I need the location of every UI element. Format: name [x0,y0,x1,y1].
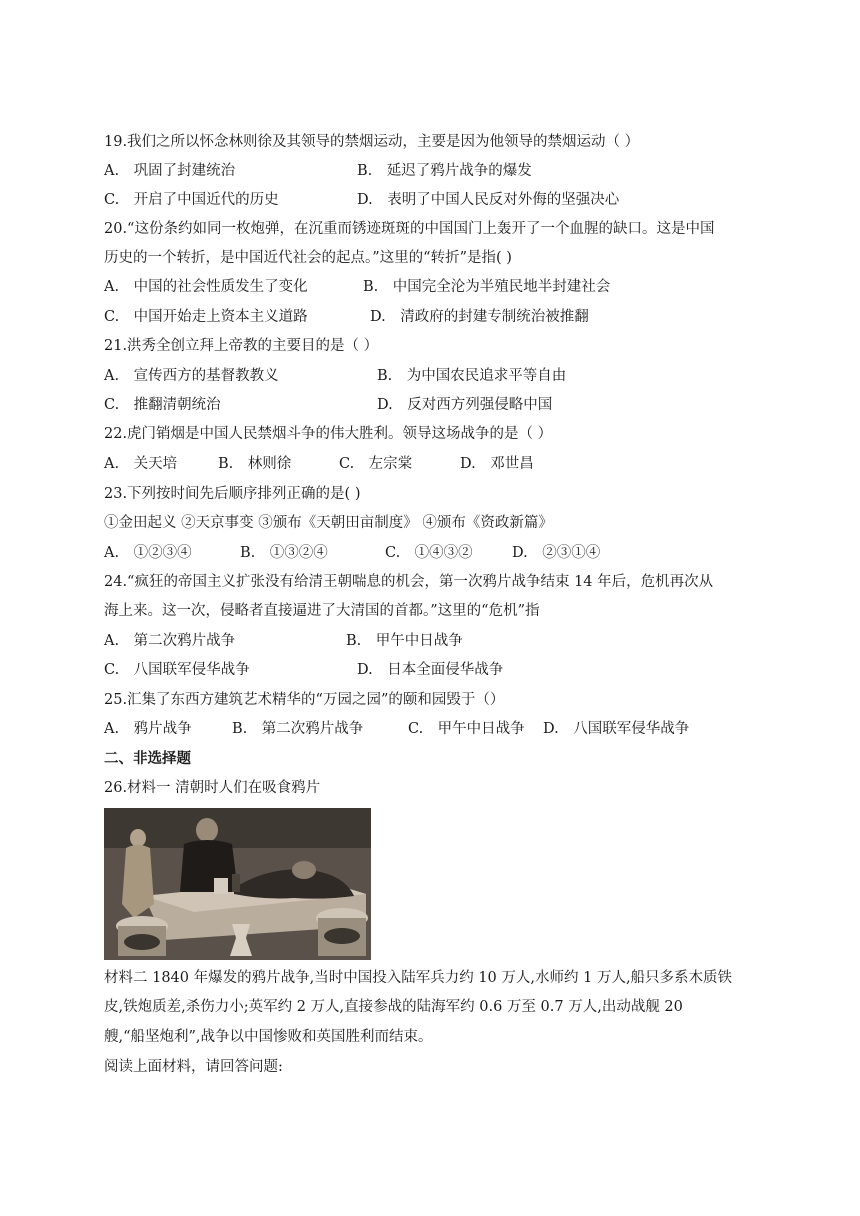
question-19-option-b: B. 延迟了鸦片战争的爆发 [357,163,532,179]
question-20-stem-line1: 20.“这份条约如同一枚炮弹，在沉重而锈迹斑斑的中国国门上轰开了一个血腥的缺口。这是中国 [104,221,715,237]
question-24-option-a: A. 第二次鸦片战争 [104,633,236,649]
question-26-material-1: 26.材料一 清朝时人们在吸食鸦片 [104,780,321,796]
question-26-material-2-line2: 皮,铁炮质差,杀伤力小;英军约 2 万人,直接参战的陆海军约 0.6 万至 0.7 万人,出动战舰 20 [104,999,683,1015]
question-21-stem: 21.洪秀全创立拜上帝教的主要目的是（ ） [104,338,379,354]
question-21-option-c: C. 推翻清朝统治 [104,397,221,413]
question-24-option-b: B. 甲午中日战争 [346,633,463,649]
question-23-stem: 23.下列按时间先后顺序排列正确的是( ) [104,486,361,502]
question-19-option-d: D. 表明了中国人民反对外侮的坚强决心 [357,192,620,208]
question-20-option-b: B. 中国完全沦为半殖民地半封建社会 [363,279,611,295]
question-19-option-c: C. 开启了中国近代的历史 [104,192,279,208]
question-20-option-d: D. 清政府的封建专制统治被推翻 [370,309,589,325]
question-25-option-a: A. 鸦片战争 [104,721,192,737]
question-23-option-c: C. ①④③② [385,545,473,561]
question-19-option-a: A. 巩固了封建统治 [104,163,236,179]
question-20-option-c: C. 中国开始走上资本主义道路 [104,309,308,325]
question-22-option-b: B. 林则徐 [218,456,292,472]
question-26-instruction: 阅读上面材料，请回答问题: [104,1059,283,1075]
question-22-option-a: A. 关天培 [104,456,178,472]
question-25-option-d: D. 八国联军侵华战争 [543,721,690,737]
question-22-option-d: D. 邓世昌 [460,456,534,472]
question-24-stem-line2: 海上来。这一次，侵略者直接逼进了大清国的首都。”这里的“危机”指 [104,603,540,619]
question-19-stem: 19.我们之所以怀念林则徐及其领导的禁烟运动，主要是因为他领导的禁烟运动（ ） [104,134,640,150]
question-23-option-d: D. ②③①④ [512,545,601,561]
question-26-material-2-line3: 艘,“船坚炮利”,战争以中国惨败和英国胜利而结束。 [104,1029,433,1045]
question-21-option-a: A. 宣传西方的基督教教义 [104,368,279,384]
question-24-option-c: C. 八国联军侵华战争 [104,662,250,678]
question-21-option-d: D. 反对西方列强侵略中国 [377,397,553,413]
question-21-option-b: B. 为中国农民追求平等自由 [377,368,567,384]
question-25-stem: 25.汇集了东西方建筑艺术精华的“万园之园”的颐和园毁于（） [104,692,505,708]
question-20-option-a: A. 中国的社会性质发生了变化 [104,279,308,295]
opium-smoking-photo [104,808,371,960]
question-24-stem-line1: 24.“疯狂的帝国主义扩张没有给清王朝喘息的机会，第一次鸦片战争结束 14 年后，危机再次从 [104,574,714,590]
question-25-option-b: B. 第二次鸦片战争 [232,721,364,737]
question-20-stem-line2: 历史的一个转折，是中国近代社会的起点。”这里的“转折”是指( ) [104,250,512,266]
question-24-option-d: D. 日本全面侵华战争 [357,662,504,678]
question-26-material-2-line1: 材料二 1840 年爆发的鸦片战争,当时中国投入陆军兵力约 10 万人,水师约 1 万人,船只多系木质铁 [104,970,733,986]
question-25-option-c: C. 甲午中日战争 [408,721,525,737]
section-heading: 二、非选择题 [104,750,191,767]
question-23-option-a: A. ①②③④ [104,545,192,561]
question-22-option-c: C. 左宗棠 [339,456,413,472]
question-22-stem: 22.虎门销烟是中国人民禁烟斗争的伟大胜利。领导这场战争的是（ ） [104,426,553,442]
question-23-items: ①金田起义 ②天京事变 ③颁布《天朝田亩制度》 ④颁布《资政新篇》 [104,515,553,531]
question-23-option-b: B. ①③②④ [240,545,328,561]
